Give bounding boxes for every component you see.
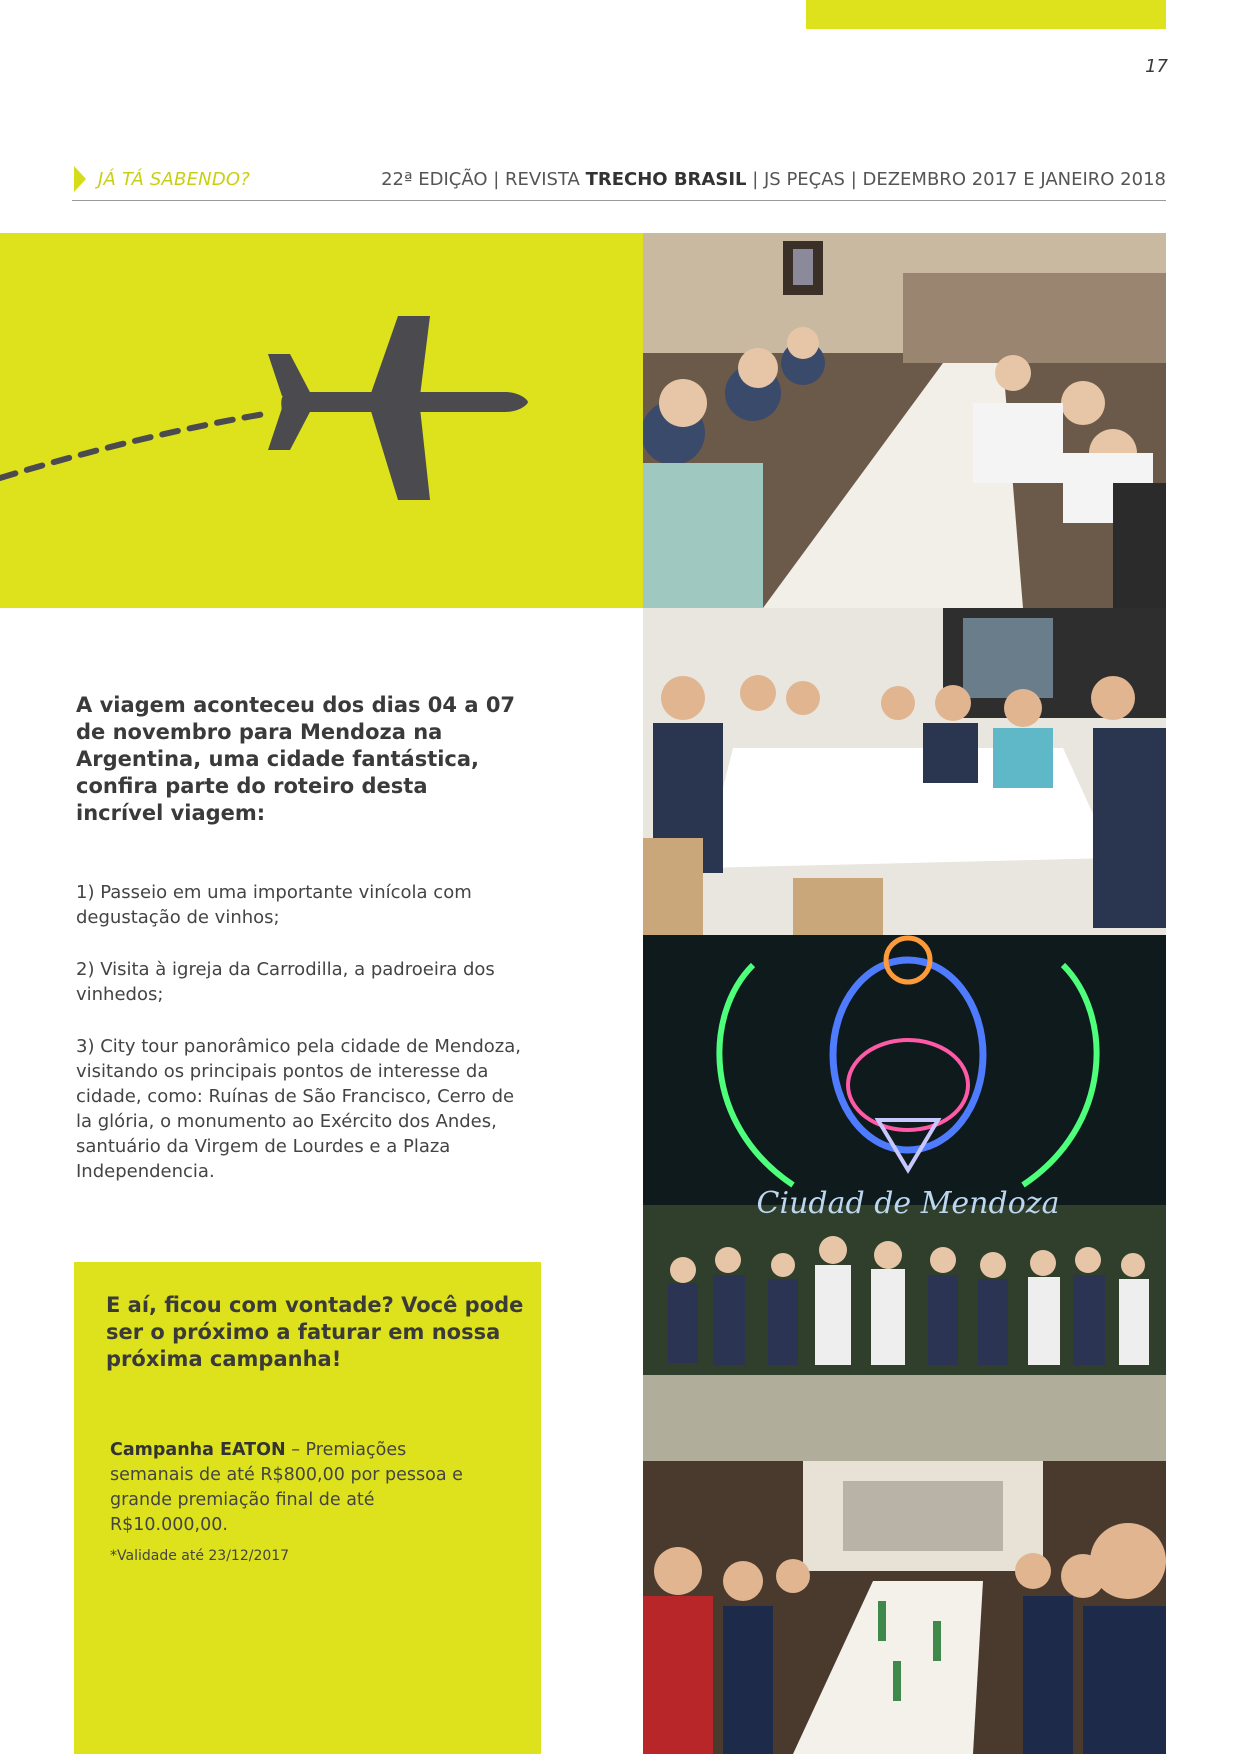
section-arrow-icon — [74, 166, 86, 192]
page-number: 17 — [1145, 56, 1168, 77]
article-intro: A viagem aconteceu dos dias 04 a 07 de novembro para Mendoza na Argentina, uma cidade fantástica, confira parte do roteiro desta incrível viagem: — [76, 693, 516, 825]
photo-ciudad-de-mendoza-sign — [643, 935, 1166, 1461]
section-label: JÁ TÁ SABENDO? — [98, 169, 251, 190]
itinerary-item: 1) Passeio em uma importante vinícola com degustação de vinhos; — [76, 882, 472, 928]
itinerary-item: 2) Visita à igreja da Carrodilla, a padroeira dos vinhedos; — [76, 959, 495, 1005]
campaign-description — [110, 1438, 490, 1538]
campaign-text: – Premiações semanais de até R$800,00 por pessoa e grande premiação final de até R$10.000,00. — [110, 1440, 463, 1535]
campaign-validity: *Validade até 23/12/2017 — [110, 1548, 290, 1564]
photo-restaurant-dinner-2 — [643, 608, 1166, 935]
photo-restaurant-dinner-1 — [643, 233, 1166, 608]
itinerary-list — [76, 880, 526, 1211]
callout-title: E aí, ficou com vontade? Você pode ser o próximo a faturar em nossa próxima campanha! — [106, 1293, 524, 1371]
sign-text: Ciudad de Mendoza — [756, 1186, 1060, 1221]
edition-info — [381, 169, 1166, 190]
campaign-name: Campanha EATON — [110, 1440, 286, 1460]
campaign-callout-box — [74, 1262, 541, 1754]
edition-suffix: | JS PEÇAS | DEZEMBRO 2017 E JANEIRO 2018 — [746, 169, 1166, 190]
photo-restaurant-dinner-3 — [643, 1461, 1166, 1754]
airplane-icon — [0, 300, 560, 500]
edition-prefix: 22ª EDIÇÃO | REVISTA — [381, 169, 586, 190]
top-accent-tab — [806, 0, 1166, 29]
magazine-name: TRECHO BRASIL — [585, 169, 747, 190]
page-header — [72, 164, 1166, 201]
itinerary-item: 3) City tour panorâmico pela cidade de Mendoza, visitando os principais pontos de interesse da cidade, como: Ruínas de São Francisco, Cerro de la glória, o monumento ao Exército dos Andes, santuário da Virgem de Lourdes e a Plaza Independencia. — [76, 1036, 521, 1182]
